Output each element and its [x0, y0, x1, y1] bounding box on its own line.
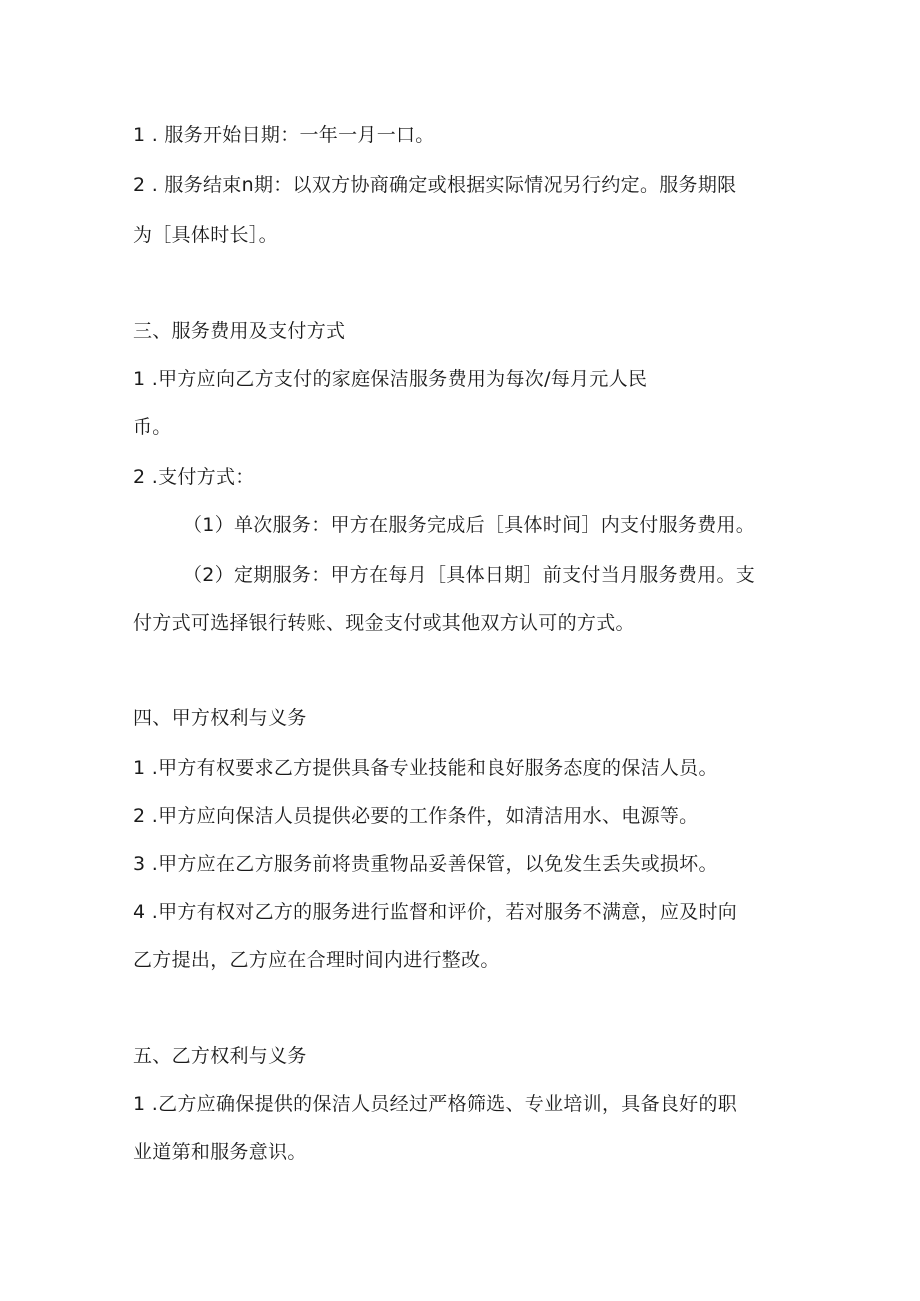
- clause-service-start-date: 1 . 服务开始日期：一年一月一口。: [133, 124, 435, 146]
- section-heading-fees: 三、服务费用及支付方式: [133, 320, 346, 342]
- clause-party-a-2: 2 .甲方应向保洁人员提供必要的工作条件，如清洁用水、电源等。: [133, 805, 699, 827]
- clause-service-end-date: 2 . 服务结束n期：以双方协商确定或根据实际情况另行约定。服务期限: [133, 174, 737, 196]
- clause-party-a-4-cont: 乙方提出，乙方应在合理时间内进行整改。: [133, 949, 500, 971]
- section-heading-party-a: 四、甲方权利与义务: [133, 707, 307, 729]
- section-heading-party-b: 五、乙方权利与义务: [133, 1045, 307, 1067]
- clause-single-service: （1）单次服务：甲方在服务完成后［具体时间］内支付服务费用。: [183, 514, 756, 536]
- clause-fee-amount-cont: 币。: [133, 416, 172, 438]
- clause-party-b-1-cont: 业道第和服务意识。: [133, 1141, 307, 1163]
- clause-regular-service: （2）定期服务：甲方在每月［具体日期］前支付当月服务费用。支: [183, 564, 756, 586]
- clause-party-a-4: 4 .甲方有权对乙方的服务进行监督和评价，若对服务不满意，应及时向: [133, 901, 738, 923]
- clause-payment-method: 2 .支付方式：: [133, 466, 255, 488]
- clause-party-b-1: 1 .乙方应确保提供的保洁人员经过严格筛选、专业培训，具备良好的职: [133, 1093, 738, 1115]
- clause-party-a-3: 3 .甲方应在乙方服务前将贵重物品妥善保管，以免发生丢失或损坏。: [133, 853, 718, 875]
- clause-party-a-1: 1 .甲方有权要求乙方提供具备专业技能和良好服务态度的保洁人员。: [133, 757, 718, 779]
- clause-fee-amount: 1 .甲方应向乙方支付的家庭保洁服务费用为每次/每月元人民: [133, 368, 648, 390]
- clause-regular-service-cont: 付方式可选择银行转账、现金支付或其他双方认可的方式。: [133, 612, 635, 634]
- clause-service-end-date-cont: 为［具体时长］。: [133, 224, 278, 246]
